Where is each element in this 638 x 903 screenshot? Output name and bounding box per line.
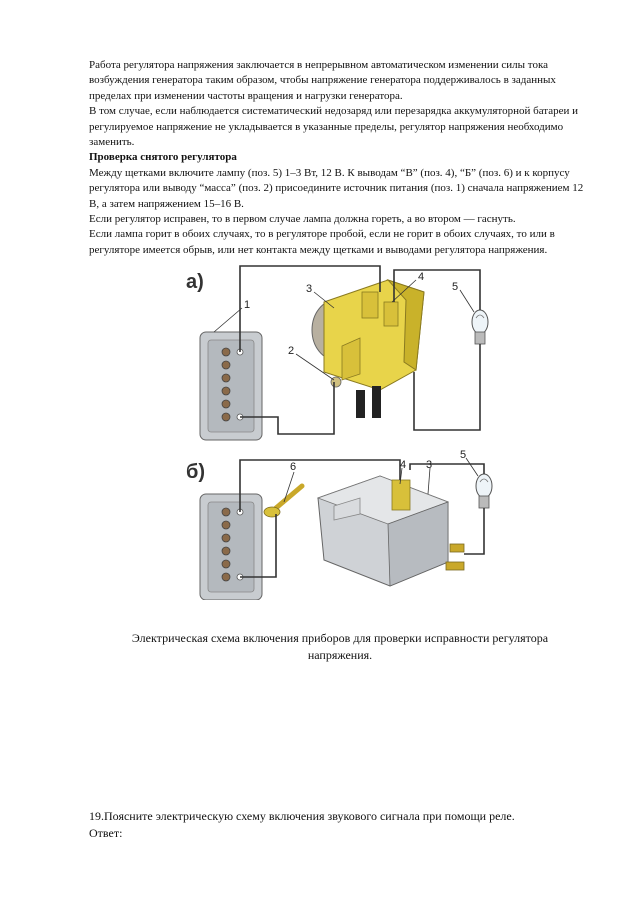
power-supply-b bbox=[200, 494, 262, 600]
question-text: 19.Поясните электрическую схему включения звукового сигнала при помощи реле. bbox=[89, 809, 515, 823]
paragraph-check-setup: Между щетками включите лампу (поз. 5) 1–3 Вт, 12 В. К выводам “В” (поз. 4), “Б” (поз. 6) и к корпусу регулятора или выводу “масса” (поз. 2) присоедините источник питания (поз. 1) сначала напряжением 12 В, а затем напряжением 15–16 В. bbox=[89, 166, 584, 210]
callout-a-3: 3 bbox=[306, 283, 313, 295]
test-lamp-a bbox=[472, 310, 488, 344]
callout-b-5: 5 bbox=[460, 449, 467, 461]
callout-a-5: 5 bbox=[452, 281, 459, 293]
paragraph-replace-regulator: В том случае, если наблюдается систематический недозаряд или перезарядка аккумуляторной батареи и регулируемое напряжение не укладывается в указанные пределы, регулятор напряжения необходимо заменить. bbox=[89, 105, 579, 149]
test-lamp-b bbox=[476, 474, 492, 508]
panel-b-label: б) bbox=[186, 461, 206, 483]
callout-b-3: 3 bbox=[426, 459, 433, 471]
paragraph-check-fault: Если лампа горит в обоих случаях, то в регуляторе пробой, если не горит в обоих случаях, то или в регуляторе имеется обрыв, или нет контакта между щетками и выводами регулятора напряжения. bbox=[89, 228, 555, 256]
callout-b-4: 4 bbox=[400, 459, 407, 471]
regulator-test-diagram bbox=[184, 262, 514, 600]
paragraph-check-ok: Если регулятор исправен, то в первом случае лампа должна гореть, а во втором — гаснуть. bbox=[89, 213, 516, 226]
regulator-a bbox=[312, 280, 424, 418]
paragraph-regulator-function: Работа регулятора напряжения заключается в непрерывном автоматическом изменении силы тока возбуждения генератора таким образом, чтобы напряжение генератора поддерживалось в заданных пределах при изменении частоты вращения и нагрузки генератора. bbox=[89, 59, 556, 102]
power-supply-a bbox=[200, 332, 262, 440]
callout-a-1: 1 bbox=[244, 299, 251, 311]
probe-b bbox=[264, 486, 302, 517]
question-block bbox=[89, 808, 594, 842]
callout-a-2: 2 bbox=[288, 345, 295, 357]
panel-a-label: а) bbox=[186, 271, 204, 293]
body-text bbox=[89, 58, 594, 258]
figure-caption: Электрическая схема включения приборов для проверки исправности регулятора напряжения. bbox=[131, 631, 549, 662]
regulator-b bbox=[318, 476, 464, 586]
section-heading: Проверка снятого регулятора bbox=[89, 151, 237, 164]
callout-a-4: 4 bbox=[418, 271, 425, 283]
callout-b-6: 6 bbox=[290, 461, 297, 473]
answer-label: Ответ: bbox=[89, 826, 123, 840]
